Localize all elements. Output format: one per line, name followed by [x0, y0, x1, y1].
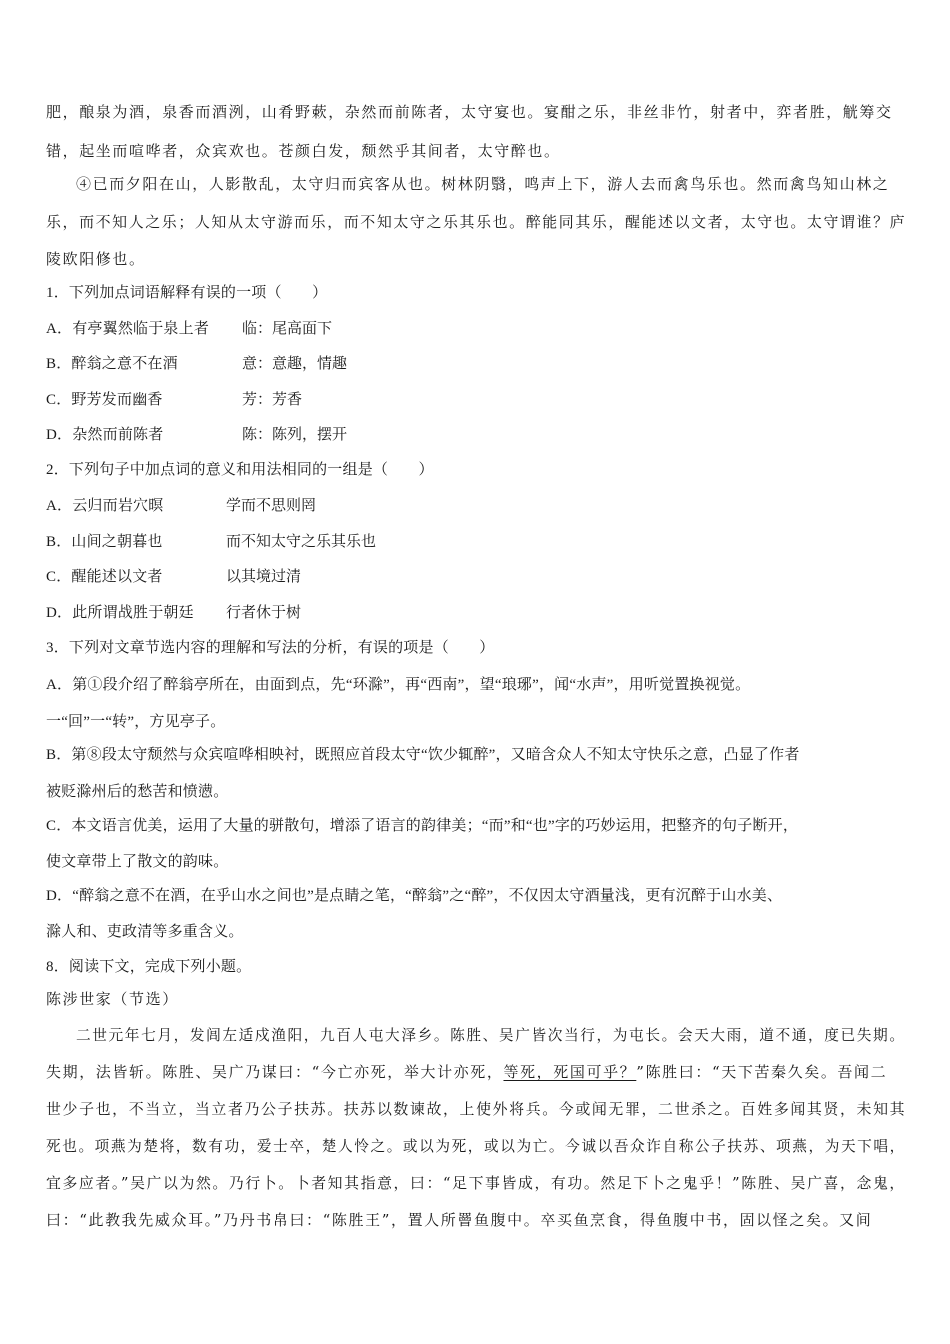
question-1-option-c-gloss: 芳：芳香 [242, 392, 303, 408]
underlined-sentence: 等死，死国可乎？ [503, 1063, 637, 1081]
passage-2-line: 二世元年七月，发闾左适戍渔阳，九百人屯大泽乡。陈胜、吴广皆次当行，为屯长。会天大雨，道不通，度已失期。 [76, 1026, 906, 1044]
question-2-option-b: B．山间之朝暮也 [46, 534, 163, 550]
passage-2-line: 宜多应者。”吴广以为然。乃行卜。卜者知其指意，曰：“足下事皆成，有功。然足下卜之鬼乎！”陈胜、吴广喜，念鬼， [46, 1174, 906, 1192]
question-3-line: 一“回”一“转”，方见亭子。 [46, 714, 226, 730]
question-1-option-d-gloss: 陈：陈列，摆开 [242, 427, 348, 443]
passage-2-line: 曰：“此教我先威众耳。”乃丹书帛曰：“陈胜王”，置人所罾鱼腹中。卒买鱼烹食，得鱼腹中书，固以怪之矣。又间 [46, 1211, 873, 1229]
question-1-stem: 1．下列加点词语解释有误的一项（ ） [46, 285, 328, 301]
question-2-option-a: A．云归而岩穴暝 [46, 498, 164, 514]
question-1-option-b-gloss: 意：意趣，情趣 [242, 356, 348, 372]
question-1-option-a-gloss: 临：尾高面下 [242, 321, 333, 337]
question-1-option-a: A．有亭翼然临于泉上者 [46, 321, 210, 337]
question-2-option-c-pair: 以其境过清 [226, 569, 302, 585]
question-2-option-b-pair: 而不知太守之乐其乐也 [226, 534, 377, 550]
question-3-line: 使文章带上了散文的韵味。 [46, 854, 229, 870]
passage-2-line: 死也。项燕为楚将，数有功，爱士卒，楚人怜之。或以为死，或以为亡。今诚以吾众诈自称公子扶苏、项燕，为天下唱， [46, 1137, 906, 1155]
question-3-stem: 3．下列对文章节选内容的理解和写法的分析，有误的项是（ ） [46, 640, 495, 656]
passage-2-title: 陈涉世家（节选） [46, 990, 179, 1008]
question-2-option-d-pair: 行者休于树 [226, 605, 302, 621]
question-1-option-c: C．野芳发而幽香 [46, 392, 163, 408]
question-1-option-d: D．杂然而前陈者 [46, 427, 164, 443]
passage-line: ④已而夕阳在山，人影散乱，太守归而宾客从也。树林阴翳，鸣声上下，游人去而禽鸟乐也。然而禽鸟知山林之 [76, 175, 890, 193]
question-3-line: C．本文语言优美，运用了大量的骈散句，增添了语言的韵律美；“而”和“也”字的巧妙运用，把整齐的句子断开， [46, 818, 799, 834]
question-3-line: 被贬滁州后的愁苦和愤懑。 [46, 784, 229, 800]
question-3-line: D．“醉翁之意不在酒，在乎山水之间也”是点睛之笔，“醉翁”之“醉”，不仅因太守酒量浅，更有沉醉于山水美、 [46, 888, 783, 904]
question-1-option-b: B．醉翁之意不在酒 [46, 356, 178, 372]
question-2-option-d: D．此所谓战胜于朝廷 [46, 605, 194, 621]
passage-line: 陵欧阳修也。 [46, 250, 146, 268]
question-2-option-a-pair: 学而不思则罔 [226, 498, 317, 514]
question-3-line: B．第⑧段太守颓然与众宾喧哗相映衬，既照应首段太守“饮少辄醉”，又暗含众人不知太守快乐之意，凸显了作者 [46, 747, 800, 763]
question-3-line: 滁人和、吏政清等多重含义。 [46, 924, 244, 940]
passage-2-line: 世少子也，不当立，当立者乃公子扶苏。扶苏以数谏故，上使外将兵。今或闻无罪，二世杀之。百姓多闻其贤，未知其 [46, 1100, 907, 1118]
question-3-line: A．第①段介绍了醉翁亭所在，由面到点，先“环滁”，再“西南”，望“琅琊”，闻“水声”，用听觉置换视觉。 [46, 677, 751, 693]
passage-2-text: ”陈胜曰：“天下苦秦久矣。吾闻二 [636, 1063, 888, 1081]
question-8-stem: 8．阅读下文，完成下列小题。 [46, 959, 252, 975]
passage-2-text: 失期，法皆斩。陈胜、吴广乃谋曰：“今亡亦死，举大计亦死， [46, 1063, 504, 1081]
passage-line: 肥，酿泉为酒，泉香而酒洌，山肴野蔌，杂然而前陈者，太守宴也。宴酣之乐，非丝非竹，射者中，弈者胜，觥筹交 [46, 103, 893, 121]
passage-2-line [46, 1061, 887, 1082]
question-2-stem: 2．下列句子中加点词的意义和用法相同的一组是（ ） [46, 462, 434, 478]
passage-line: 乐，而不知人之乐；人知从太守游而乐，而不知太守之乐其乐也。醉能同其乐，醒能述以文者，太守也。太守谓谁？庐 [46, 213, 907, 231]
question-2-option-c: C．醒能述以文者 [46, 569, 163, 585]
passage-line: 错，起坐而喧哗者，众宾欢也。苍颜白发，颓然乎其间者，太守醉也。 [46, 142, 561, 160]
